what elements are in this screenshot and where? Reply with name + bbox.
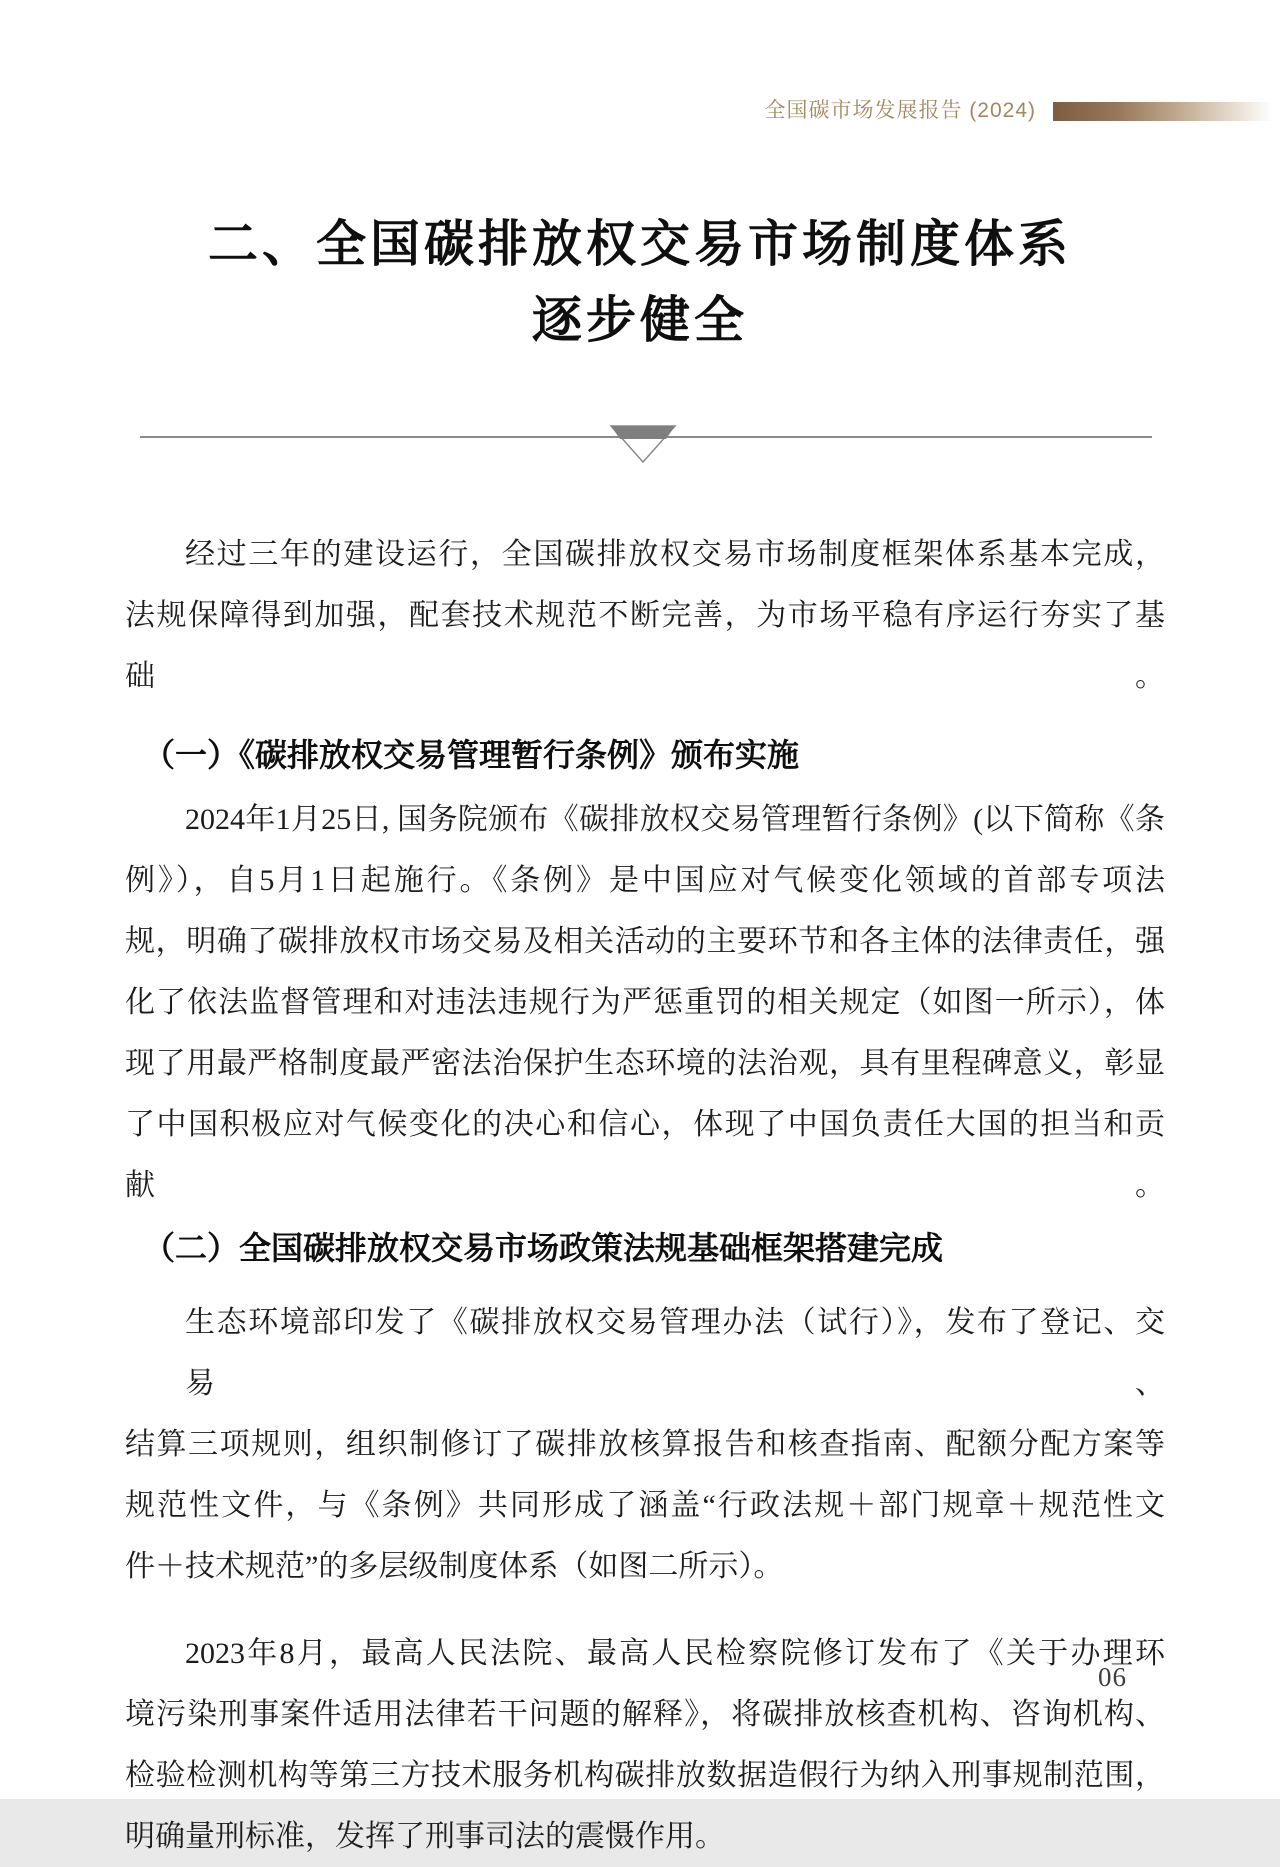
chapter-title-line1: 二、全国碳排放权交易市场制度体系 bbox=[208, 216, 1072, 272]
paragraph-line: 结算三项规则，组织制修订了碳排放核算报告和核查指南、配额分配方案等 bbox=[125, 1428, 1165, 1461]
body-content bbox=[125, 524, 1165, 1867]
paragraph-1 bbox=[125, 524, 1165, 707]
divider-triangle-icon bbox=[609, 423, 677, 465]
paragraph-line: 2023年8月，最高人民法院、最高人民检察院修订发布了《关于办理环 bbox=[185, 1637, 1165, 1670]
paragraph-line: 生态环境部印发了《碳排放权交易管理办法（试行）》，发布了登记、交易、 bbox=[185, 1306, 1165, 1400]
section-heading-1: （一）《碳排放权交易管理暂行条例》颁布实施 bbox=[143, 737, 800, 773]
paragraph-line: 了中国积极应对气候变化的决心和信心，体现了中国负责任大国的担当和贡献。 bbox=[125, 1108, 1165, 1202]
paragraph-line: 2024年1月25日, 国务院颁布《碳排放权交易管理暂行条例》(以下简称《条 bbox=[185, 803, 1165, 836]
paragraph-line: 现了用最严格制度最严密法治保护生态环境的法治观，具有里程碑意义，彰显 bbox=[125, 1047, 1165, 1080]
running-header-title: 全国碳市场发展报告 (2024) bbox=[764, 99, 1036, 122]
paragraph-2 bbox=[125, 789, 1165, 1216]
header-gradient-bar bbox=[1053, 102, 1280, 121]
paragraph-line: 检验检测机构等第三方技术服务机构碳排放数据造假行为纳入刑事规制范围， bbox=[125, 1759, 1165, 1792]
paragraph-line: 件＋技术规范”的多层级制度体系（如图二所示）。 bbox=[125, 1550, 784, 1583]
paragraph-line: 化了依法监督管理和对违法违规行为严惩重罚的相关规定（如图一所示），体 bbox=[125, 986, 1165, 1019]
paragraph-line: 规，明确了碳排放权市场交易及相关活动的主要环节和各主体的法律责任，强 bbox=[125, 925, 1165, 958]
page-number: 06 bbox=[1098, 1662, 1127, 1692]
paragraph-3 bbox=[125, 1292, 1165, 1597]
paragraph-4 bbox=[125, 1623, 1165, 1867]
paragraph-line: 法规保障得到加强，配套技术规范不断完善，为市场平稳有序运行夯实了基础。 bbox=[125, 599, 1165, 693]
paragraph-line: 明确量刑标准，发挥了刑事司法的震慑作用。 bbox=[125, 1820, 725, 1853]
paragraph-line: 经过三年的建设运行，全国碳排放权交易市场制度框架体系基本完成， bbox=[185, 538, 1165, 571]
chapter-title-line2: 逐步健全 bbox=[532, 292, 748, 348]
paragraph-line: 境污染刑事案件适用法律若干问题的解释》，将碳排放核查机构、咨询机构、 bbox=[125, 1698, 1165, 1731]
paragraph-line: 例》），自5月1日起施行。《条例》是中国应对气候变化领域的首部专项法 bbox=[125, 864, 1165, 897]
chapter-title bbox=[0, 206, 1280, 358]
paragraph-line: 规范性文件，与《条例》共同形成了涵盖“行政法规＋部门规章＋规范性文 bbox=[125, 1489, 1165, 1522]
section-heading-2: （二）全国碳排放权交易市场政策法规基础框架搭建完成 bbox=[143, 1230, 944, 1266]
